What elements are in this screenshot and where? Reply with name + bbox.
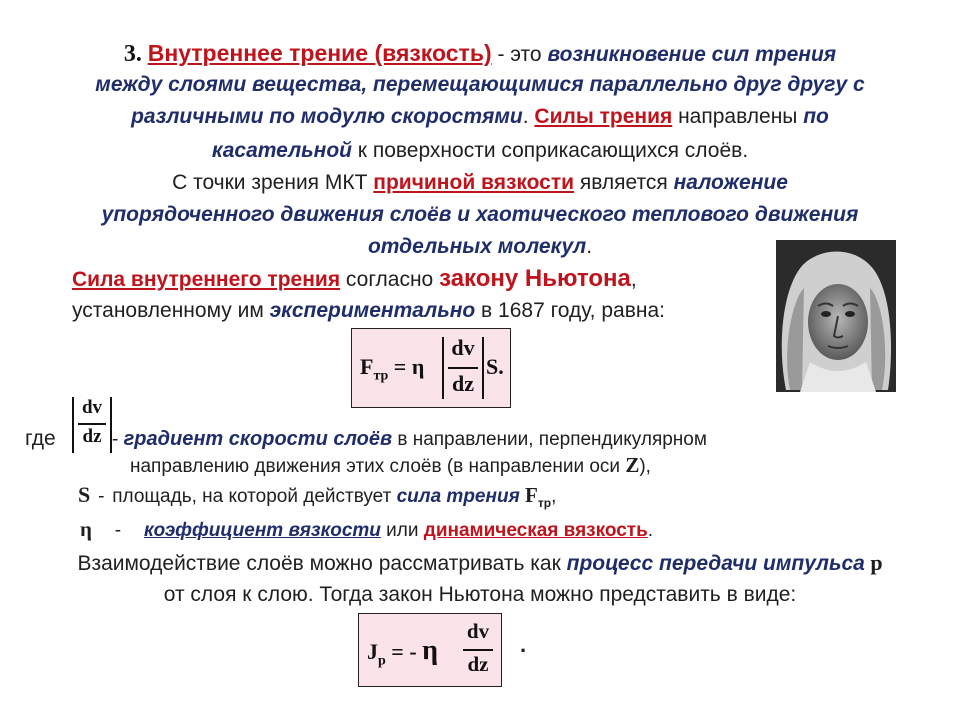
momentum-symbol: p: [864, 550, 883, 575]
mkt-prefix: С точки зрения МКТ: [172, 171, 374, 194]
formula2-fraction-bar: [463, 649, 493, 651]
gradient-line-1: [112, 426, 707, 453]
area-text: площадь, на которой действует: [112, 486, 397, 507]
fraction-bar: [448, 367, 478, 369]
abs-bar-left: [72, 397, 74, 453]
momentum-flux-formula: [358, 613, 502, 687]
definition-part-3: различными по модулю скоростями: [131, 105, 523, 128]
friction-force-symbol: F: [519, 483, 538, 507]
gradient-denominator: dz: [82, 426, 102, 447]
eta-dash: -: [114, 520, 122, 541]
gradient-dash: -: [112, 429, 124, 450]
force-symbol: F: [360, 354, 374, 379]
formula2-denominator: dz: [467, 652, 489, 676]
overlap-part-1: наложение: [673, 171, 788, 194]
definition-part-1: возникновение сил трения: [547, 43, 837, 66]
comma: ,: [630, 268, 637, 291]
heading-line-3: [0, 104, 960, 130]
newton-portrait-icon: [776, 240, 896, 392]
friction-forces-term: Силы трения: [534, 105, 673, 128]
gradient-line-2: [130, 452, 651, 480]
eta-symbol: η: [422, 635, 439, 666]
overlap-part-3: отдельных молекул: [367, 235, 587, 258]
equals-minus: = -: [385, 639, 423, 664]
gradient-numerator: dv: [81, 397, 103, 418]
mkt-line-1: [0, 170, 960, 196]
or-text: или: [380, 520, 424, 541]
mkt-is: является: [574, 171, 674, 194]
axis-z: Z: [625, 453, 640, 477]
flux-subscript: p: [378, 653, 386, 669]
newton-friction-formula: [351, 328, 511, 408]
formula2-period: .: [520, 632, 527, 657]
gradient-line-2-text: направлению движения этих слоёв (в направлении оси: [130, 456, 626, 477]
heading-line-4: [0, 138, 960, 164]
according-text: согласно: [340, 268, 440, 291]
newton-line-2: [72, 298, 665, 324]
interaction-line-1: [0, 550, 960, 577]
gradient-term: градиент скорости слоёв: [123, 428, 393, 450]
overlap-part-2: упорядоченного движения слоёв и хаотического теплового движения: [101, 203, 859, 226]
abs-bar-right: [482, 337, 484, 399]
forces-direction-by: по: [803, 105, 829, 128]
area-definition: [78, 482, 556, 516]
dynamic-viscosity-term: динамическая вязкость: [423, 520, 648, 541]
viscosity-coefficient-term: коэффициент вязкости: [143, 520, 381, 541]
period: .: [647, 520, 654, 541]
tangent-rest: к поверхности соприкасающихся слоёв.: [351, 139, 749, 162]
abs-bar-left: [442, 337, 444, 399]
gradient-symbol: [72, 395, 112, 455]
interaction-line-2: от слоя к слою. Тогда закон Ньютона можно представить в виде:: [163, 583, 797, 606]
fraction-denominator: dz: [452, 371, 474, 396]
comma: ,: [551, 486, 557, 507]
friction-force-term: сила трения: [396, 486, 520, 507]
eta-symbol: η: [80, 517, 92, 541]
area-symbol-s: S: [78, 482, 91, 507]
forces-direction-text: направлены: [672, 105, 804, 128]
period: .: [522, 105, 529, 128]
newton-line-1: [72, 266, 637, 293]
dash-text: - это: [491, 43, 548, 66]
viscosity-cause-term: причиной вязкости: [373, 171, 575, 194]
area-symbol: S.: [486, 354, 504, 379]
term-internal-friction: Внутреннее трение (вязкость): [147, 40, 492, 66]
eta-equals: = η: [388, 354, 425, 379]
friction-force-subscript: тр: [537, 495, 552, 510]
heading-line-1: [0, 40, 960, 68]
eta-definition: [80, 516, 653, 544]
period: .: [586, 235, 593, 258]
tangent-term: касательной: [211, 139, 352, 162]
definition-part-2: между слоями вещества, перемещающимися параллельно друг другу с: [95, 73, 865, 96]
flux-symbol: J: [367, 639, 378, 664]
fraction-numerator: dv: [451, 335, 475, 360]
force-subscript: тр: [373, 368, 389, 384]
gradient-line-2-end: ),: [639, 456, 651, 477]
gradient-fraction-bar: [78, 423, 106, 425]
section-number: 3.: [123, 41, 142, 67]
formula2-numerator: dv: [466, 619, 490, 643]
year-text: в 1687 году, равна:: [475, 299, 665, 322]
momentum-transfer-term: процесс передачи импульса: [566, 552, 865, 575]
gradient-rest: в направлении, перпендикулярном: [392, 429, 707, 450]
area-dash: -: [98, 486, 105, 507]
established-text: установленному им: [72, 299, 270, 322]
formula-lhs: [360, 354, 424, 384]
interaction-text: Взаимодействие слоёв можно рассматривать как: [77, 552, 567, 575]
newton-law-term: закону Ньютона: [439, 265, 631, 292]
internal-friction-force-term: Сила внутреннего трения: [72, 268, 341, 291]
experimental-term: экспериментально: [269, 299, 476, 322]
where-label: где: [25, 427, 56, 450]
formula2-lhs: [367, 635, 438, 669]
